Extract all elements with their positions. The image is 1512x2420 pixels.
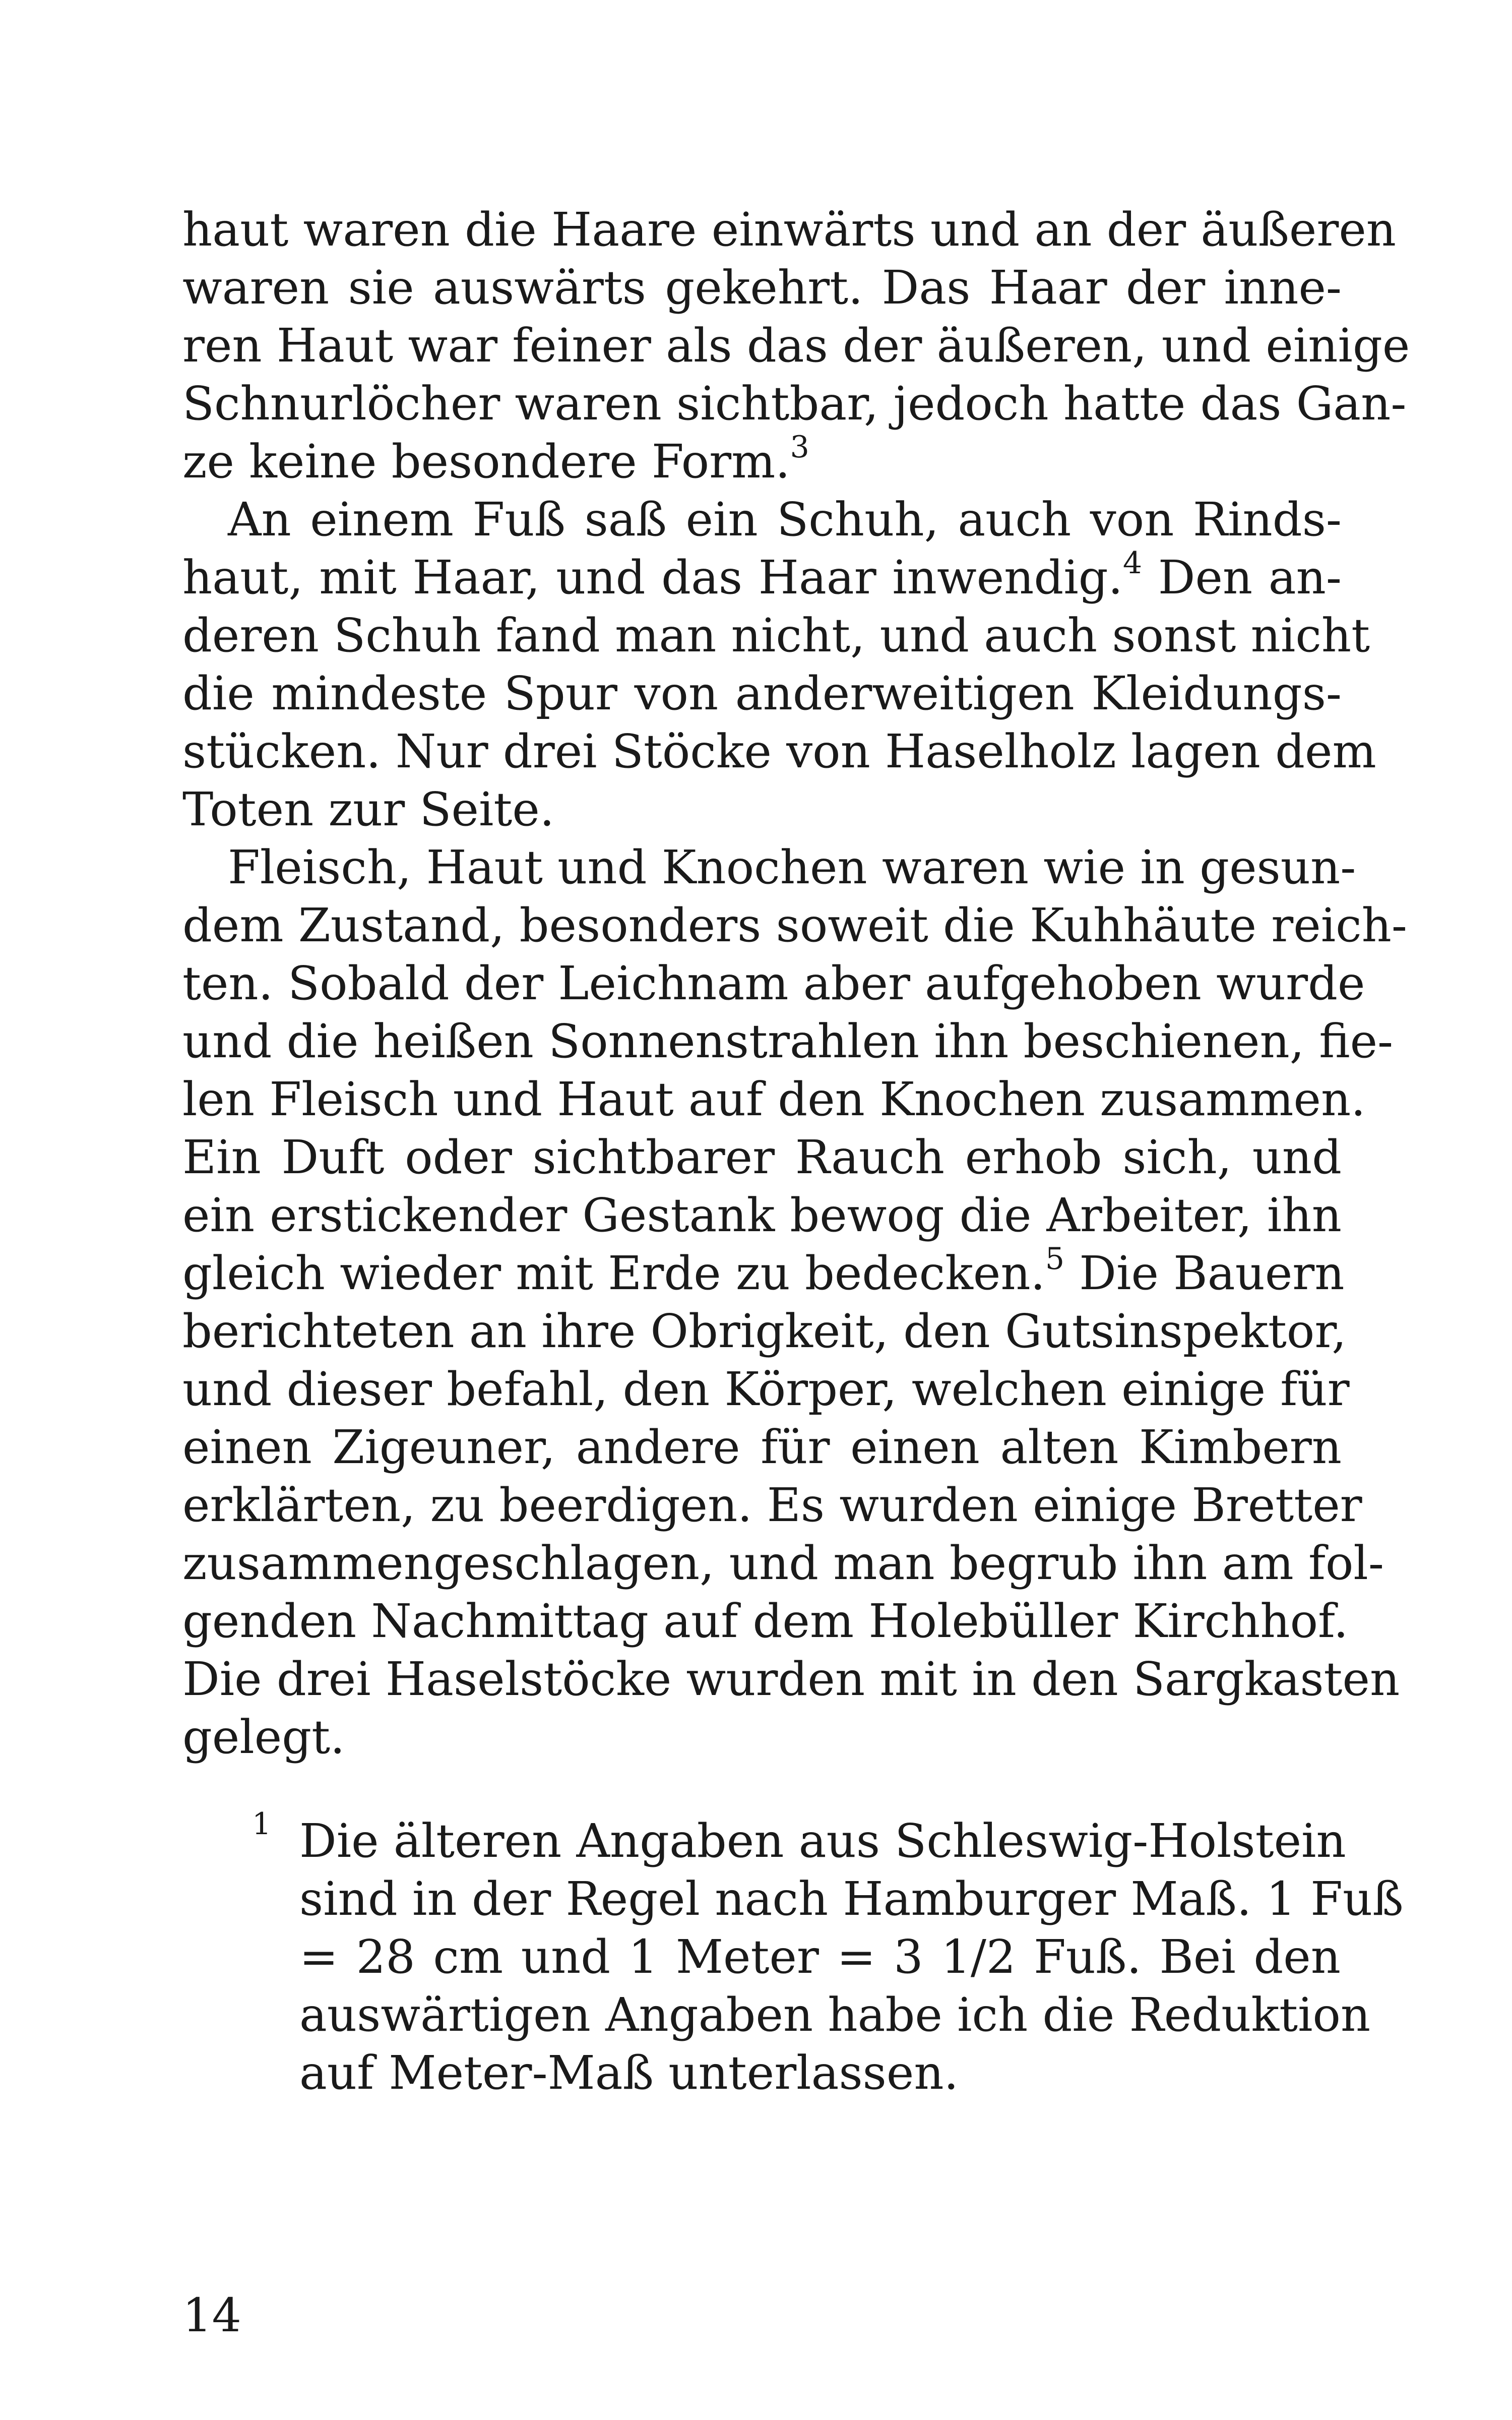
- text-line: ein erstickender Gestank bewog die Arbeiter, ihn: [182, 1188, 1342, 1242]
- footnote-line: = 28 cm und 1 Meter = 3 1/2 Fuß. Bei den: [299, 1930, 1341, 1984]
- text-line: die mindeste Spur von anderweitigen Kleidungs-: [182, 667, 1342, 720]
- text-line: Die drei Haselstöcke wurden mit in den Sargkasten: [182, 1652, 1400, 1706]
- text-line: Toten zur Seite.: [182, 782, 555, 836]
- text-line: dem Zustand, besonders soweit die Kuhhäute reich-: [182, 898, 1408, 952]
- text-line: erklärten, zu beerdigen. Es wurden einige Bretter: [182, 1478, 1362, 1532]
- text-line: stücken. Nur drei Stöcke von Haselholz lagen dem: [182, 724, 1376, 778]
- text-line: len Fleisch und Haut auf den Knochen zusammen.: [182, 1072, 1366, 1126]
- text-line: Schnurlöcher waren sichtbar, jedoch hatte das Gan-: [182, 377, 1407, 431]
- text-line: und die heißen Sonnenstrahlen ihn beschienen, fie-: [182, 1014, 1394, 1068]
- footnote-line: auf Meter-Maß unterlassen.: [299, 2046, 959, 2100]
- text-segment: haut, mit Haar, und das Haar inwendig.: [182, 551, 1123, 604]
- footnote-line: sind in der Regel nach Hamburger Maß. 1 Fuß: [299, 1872, 1404, 1926]
- text-line: ren Haut war feiner als das der äußeren, und einige: [182, 319, 1410, 373]
- text-line: einen Zigeuner, andere für einen alten Kimbern: [182, 1420, 1342, 1474]
- footnote-reference: 4: [1122, 546, 1143, 581]
- text-segment: gleich wieder mit Erde zu bedecken.: [182, 1246, 1045, 1300]
- text-line: [182, 1241, 1345, 1302]
- text-line: waren sie auswärts gekehrt. Das Haar der inne-: [182, 261, 1342, 315]
- text-line: deren Schuh fand man nicht, und auch sonst nicht: [182, 609, 1370, 662]
- text-segment: Die Bauern: [1064, 1246, 1345, 1300]
- text-line: gelegt.: [182, 1710, 345, 1764]
- text-line: haut waren die Haare einwärts und an der äußeren: [182, 203, 1397, 257]
- main-text: [182, 201, 1410, 1766]
- footnote-reference: 5: [1045, 1241, 1065, 1277]
- text-line: [182, 430, 1342, 491]
- footnote-text: [299, 1812, 1404, 2102]
- text-segment: Den an-: [1142, 551, 1342, 604]
- text-line: [182, 546, 1342, 607]
- text-line: zusammengeschlagen, und man begrub ihn am fol-: [182, 1536, 1384, 1590]
- text-line: berichteten an ihre Obrigkeit, den Gutsinspektor,: [182, 1304, 1347, 1358]
- text-line: Ein Duft oder sichtbarer Rauch erhob sich, und: [182, 1130, 1342, 1184]
- footnote-reference: 3: [790, 430, 809, 465]
- footnote-line: Die älteren Angaben aus Schleswig-Holstein: [299, 1814, 1346, 1868]
- text-segment: ze keine besondere Form.: [182, 435, 790, 489]
- text-line: ten. Sobald der Leichnam aber aufgehoben wurde: [182, 956, 1365, 1010]
- page-number: 14: [182, 2288, 242, 2342]
- text-line: genden Nachmittag auf dem Holebüller Kirchhof.: [182, 1594, 1349, 1648]
- footnote-marker: 1: [252, 1806, 272, 1842]
- text-line: und dieser befahl, den Körper, welchen einige für: [182, 1362, 1350, 1416]
- paragraph-start-line: Fleisch, Haut und Knochen waren wie in gesun-: [228, 840, 1356, 894]
- footnote-line: auswärtigen Angaben habe ich die Reduktion: [299, 1988, 1371, 2042]
- paragraph-start-line: An einem Fuß saß ein Schuh, auch von Rinds-: [228, 493, 1342, 547]
